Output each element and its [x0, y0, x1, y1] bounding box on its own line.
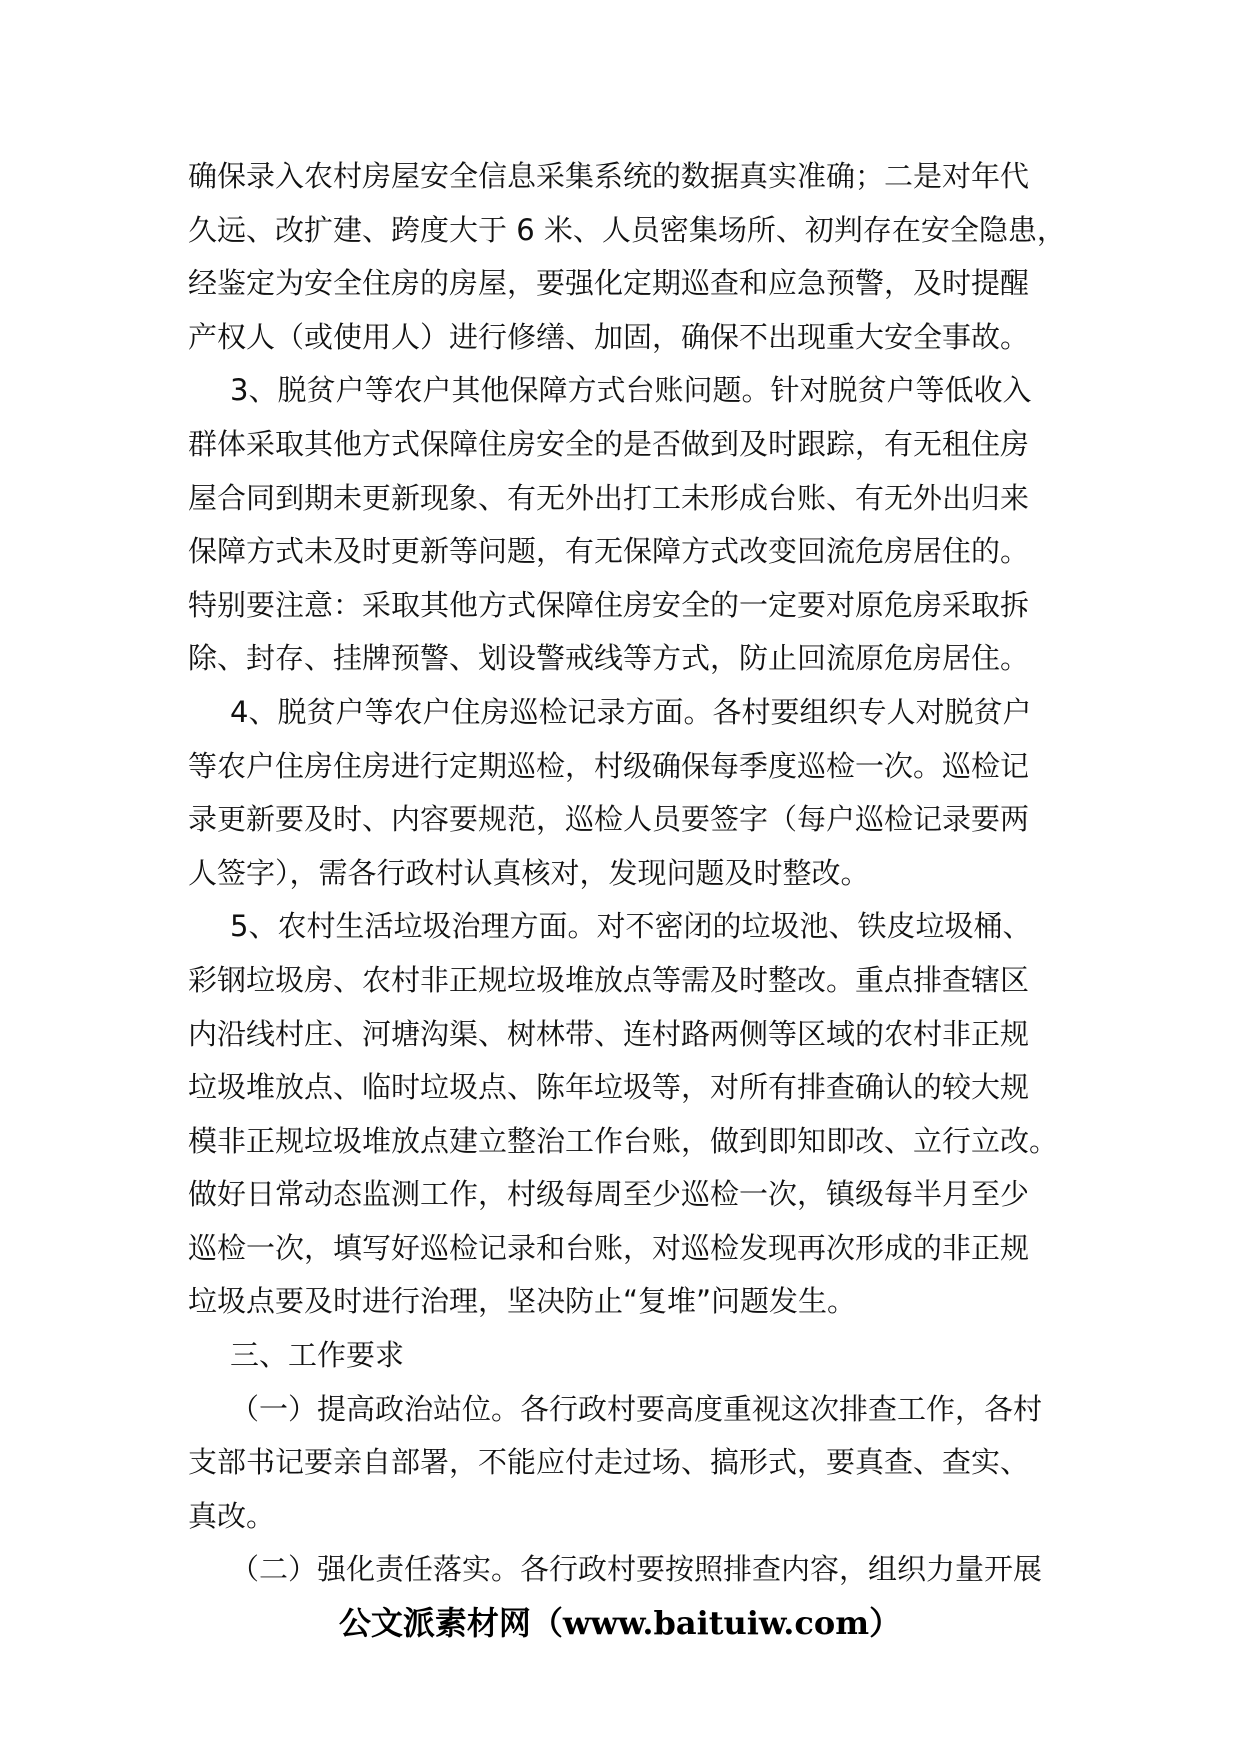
section-heading: 三、工作要求	[230, 1338, 405, 1373]
footer-watermark: 公文派素材网（www.baituiw.com）	[338, 1604, 902, 1642]
text-line: 久远、改扩建、跨度大于 6 米、人员密集场所、初判存在安全隐患，	[188, 212, 1066, 247]
text-line: 人签字），需各行政村认真核对，发现问题及时整改。	[188, 855, 870, 890]
document-body	[188, 150, 1088, 1597]
text-line: 群体采取其他方式保障住房安全的是否做到及时跟踪，有无租住房	[188, 426, 1030, 461]
text-line: 特别要注意：采取其他方式保障住房安全的一定要对原危房采取拆	[188, 587, 1030, 622]
paragraph-start-line: （一）提高政治站位。各行政村要高度重视这次排查工作，各村	[230, 1391, 1043, 1426]
paragraph-start-line: （二）强化责任落实。各行政村要按照排查内容，组织力量开展	[230, 1552, 1043, 1587]
text-line: 垃圾堆放点、临时垃圾点、陈年垃圾等，对所有排查确认的较大规	[188, 1070, 1030, 1105]
text-line: 确保录入农村房屋安全信息采集系统的数据真实准确；二是对年代	[188, 159, 1030, 193]
text-line: 模非正规垃圾堆放点建立整治工作台账，做到即知即改、立行立改。	[188, 1123, 1059, 1158]
text-line: 做好日常动态监测工作，村级每周至少巡检一次，镇级每半月至少	[188, 1177, 1030, 1212]
text-line: 彩钢垃圾房、农村非正规垃圾堆放点等需及时整改。重点排查辖区	[188, 962, 1030, 997]
text-line: 内沿线村庄、河塘沟渠、树林带、连村路两侧等区域的农村非正规	[188, 1016, 1030, 1051]
text-line: 巡检一次，填写好巡检记录和台账，对巡检发现再次形成的非正规	[188, 1230, 1030, 1265]
text-line: 支部书记要亲自部署，不能应付走过场、搞形式，要真查、查实、	[188, 1445, 1030, 1480]
text-line: 等农户住房住房进行定期巡检，村级确保每季度巡检一次。巡检记	[188, 748, 1030, 783]
paragraph-start-line: 4、脱贫户等农户住房巡检记录方面。各村要组织专人对脱贫户	[230, 694, 1032, 729]
paragraph-start-line: 5、农村生活垃圾治理方面。对不密闭的垃圾池、铁皮垃圾桶、	[230, 909, 1032, 944]
text-line: 保障方式未及时更新等问题，有无保障方式改变回流危房居住的。	[188, 534, 1030, 569]
text-line: 经鉴定为安全住房的房屋，要强化定期巡查和应急预警，及时提醒	[188, 266, 1030, 301]
paragraph-start-line: 3、脱贫户等农户其他保障方式台账问题。针对脱贫户等低收入	[230, 373, 1032, 408]
text-line: 录更新要及时、内容要规范，巡检人员要签字（每户巡检记录要两	[188, 802, 1030, 837]
text-line: 垃圾点要及时进行治理，坚决防止“复堆”问题发生。	[188, 1284, 857, 1319]
text-line: 真改。	[188, 1498, 276, 1533]
text-line: 屋合同到期未更新现象、有无外出打工未形成台账、有无外出归来	[188, 480, 1030, 515]
text-line: 产权人（或使用人）进行修缮、加固，确保不出现重大安全事故。	[188, 319, 1030, 354]
text-line: 除、封存、挂牌预警、划设警戒线等方式，防止回流原危房居住。	[188, 641, 1030, 676]
